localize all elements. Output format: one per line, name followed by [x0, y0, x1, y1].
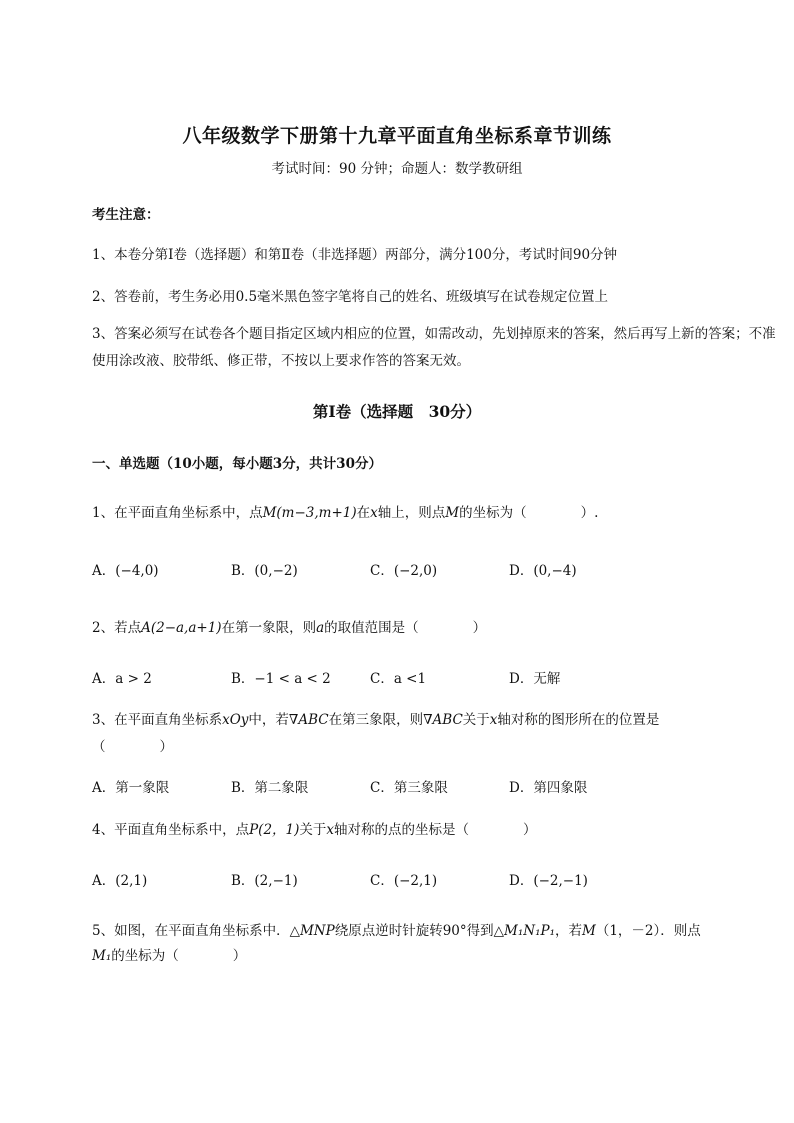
math-expression: P(2，1)	[249, 822, 300, 838]
part-title: 一、单选题（10小题，每小题3分，共计30分）	[92, 456, 382, 472]
option-d: D．无解	[509, 671, 561, 687]
stem-text: 1、在平面直角坐标系中，点	[92, 505, 263, 521]
math-expression: x	[326, 822, 335, 838]
stem-text: 轴对称的图形所在的位置是	[497, 712, 660, 728]
math-expression: M₁N₁P₁	[504, 923, 555, 939]
question-stem-continued	[92, 944, 246, 964]
math-expression: M(m−3,m+1)	[262, 505, 357, 521]
option-b: B．第二象限	[231, 780, 309, 796]
stem-text: 4、平面直角坐标系中，点	[92, 822, 250, 838]
option-b: B．(2,−1)	[231, 873, 298, 889]
question-stem	[92, 616, 486, 636]
page-subtitle: 考试时间：90 分钟；命题人：数学教研组	[271, 161, 523, 177]
stem-text: 轴上，则点	[377, 505, 446, 521]
math-expression: M₁	[92, 948, 112, 964]
stem-text: ，若	[555, 923, 582, 939]
notice-heading: 考生注意：	[92, 207, 160, 223]
stem-text: 5、如图，在平面直角坐标系中．△	[92, 923, 300, 939]
question-stem	[92, 708, 659, 728]
stem-text: 绕原点逆时针旋转90°得到△	[334, 923, 505, 939]
stem-text: （1，－2）．则点	[595, 923, 701, 939]
option-a: A．(−4,0)	[92, 563, 159, 579]
math-expression: a	[316, 620, 325, 636]
option-d: D．(0,−4)	[509, 563, 577, 579]
option-a: A．第一象限	[92, 780, 170, 796]
stem-text: 中，若	[248, 712, 289, 728]
question-stem	[92, 919, 701, 939]
stem-text: 在第一象限，则	[221, 620, 317, 636]
option-c: C．a <1	[370, 671, 427, 687]
stem-text: 的坐标为（ ）	[111, 948, 247, 964]
math-expression: M	[582, 923, 596, 939]
stem-text: 在第三象限，则	[328, 712, 424, 728]
stem-text: 的取值范围是（ ）	[324, 620, 487, 636]
page-title: 八年级数学下册第十九章平面直角坐标系章节训练	[182, 125, 612, 147]
option-a: A．(2,1)	[92, 873, 148, 889]
stem-text: 2、若点	[92, 620, 142, 636]
notice-item: 3、答案必须写在试卷各个题目指定区域内相应的位置，如需改动，先划掉原来的答案，然后再写上新的答案；不准使用涂改液、胶带纸、修正带，不按以上要求作答的答案无效。	[92, 326, 776, 369]
notice-item: 2、答卷前，考生务必用0.5毫米黑色签字笔将自己的姓名、班级填写在试卷规定位置上	[92, 289, 609, 305]
math-expression: MNP	[299, 923, 335, 939]
option-d: D．第四象限	[509, 780, 588, 796]
notice-item: 1、本卷分第Ⅰ卷（选择题）和第Ⅱ卷（非选择题）两部分，满分100分，考试时间90分钟	[92, 247, 618, 263]
option-b: B．−1 < a < 2	[231, 671, 331, 687]
section-title: 第Ⅰ卷（选择题 30分）	[312, 402, 482, 421]
stem-text: 在	[356, 505, 371, 521]
option-b: B．(0,−2)	[231, 563, 298, 579]
math-expression: x	[489, 712, 498, 728]
math-expression: ∇ABC	[423, 712, 463, 728]
math-expression: ∇ABC	[288, 712, 329, 728]
stem-text: 3、在平面直角坐标系	[92, 712, 223, 728]
option-d: D．(−2,−1)	[509, 873, 588, 889]
stem-text: 的坐标为（ ）.	[459, 505, 599, 521]
option-c: C．(−2,1)	[370, 873, 438, 889]
option-c: C．第三象限	[370, 780, 448, 796]
option-c: C．(−2,0)	[370, 563, 438, 579]
question-stem	[92, 818, 537, 838]
math-expression: A(2−a,a+1)	[141, 620, 222, 636]
math-expression: M	[445, 505, 460, 521]
stem-text: 关于	[299, 822, 327, 838]
stem-text: 关于	[462, 712, 490, 728]
math-expression: xOy	[222, 712, 249, 728]
stem-text: 轴对称的点的坐标是（ ）	[334, 822, 537, 838]
question-stem	[92, 501, 598, 521]
option-a: A．a > 2	[92, 671, 152, 687]
question-stem-continued: （ ）	[92, 739, 173, 755]
math-expression: x	[370, 505, 378, 521]
